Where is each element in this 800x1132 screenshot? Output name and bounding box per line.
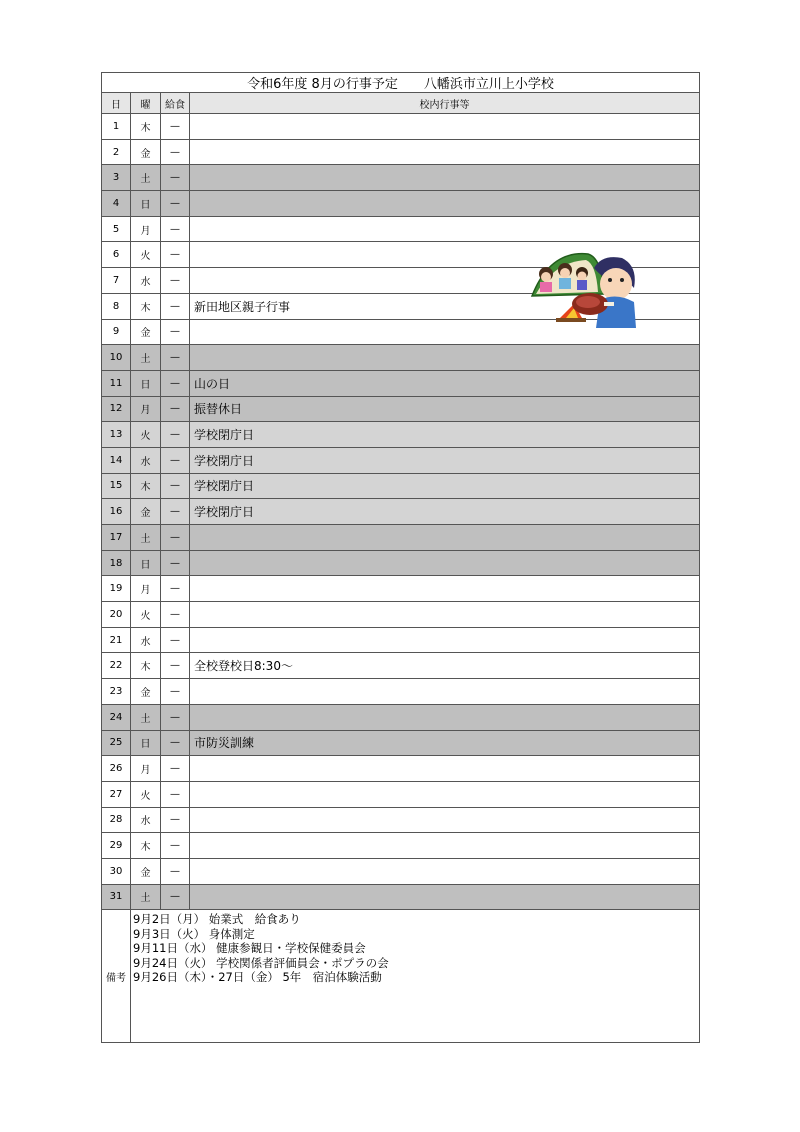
day-cell: 18 — [102, 550, 131, 576]
schedule-row — [102, 345, 700, 371]
weekday-cell: 日 — [131, 730, 161, 756]
weekday-cell: 月 — [131, 216, 161, 242]
lunch-cell: — — [161, 422, 190, 448]
day-cell: 31 — [102, 884, 131, 910]
lunch-cell: — — [161, 781, 190, 807]
lunch-cell: — — [161, 833, 190, 859]
notes-item: 9月11日（水） 健康参観日・学校保健委員会 — [133, 941, 366, 956]
header-events: 校内行事等 — [190, 93, 700, 114]
day-cell: 14 — [102, 447, 131, 473]
day-cell: 7 — [102, 268, 131, 294]
lunch-cell: — — [161, 319, 190, 345]
weekday-cell: 日 — [131, 191, 161, 217]
lunch-cell: — — [161, 242, 190, 268]
notes-content — [131, 910, 700, 1043]
event-cell — [190, 602, 700, 628]
schedule-row — [102, 525, 700, 551]
event-cell: 新田地区親子行事 — [190, 293, 700, 319]
day-cell: 11 — [102, 370, 131, 396]
day-cell: 19 — [102, 576, 131, 602]
weekday-cell: 金 — [131, 499, 161, 525]
schedule-row — [102, 165, 700, 191]
notes-item: 9月2日（月） 始業式 給食あり — [133, 912, 301, 927]
notes-item: 9月24日（火） 学校関係者評価員会・ポプラの会 — [133, 955, 389, 970]
schedule-row — [102, 756, 700, 782]
schedule-row — [102, 216, 700, 242]
event-cell — [190, 139, 700, 165]
day-cell: 28 — [102, 807, 131, 833]
lunch-cell: — — [161, 653, 190, 679]
weekday-cell: 土 — [131, 165, 161, 191]
day-cell: 20 — [102, 602, 131, 628]
schedule-row — [102, 550, 700, 576]
weekday-cell: 火 — [131, 602, 161, 628]
weekday-cell: 月 — [131, 396, 161, 422]
schedule-row — [102, 447, 700, 473]
day-cell: 23 — [102, 679, 131, 705]
lunch-cell: — — [161, 396, 190, 422]
camp-bbq-illustration-icon — [530, 248, 640, 330]
day-cell: 15 — [102, 473, 131, 499]
day-cell: 13 — [102, 422, 131, 448]
lunch-cell: — — [161, 884, 190, 910]
weekday-cell: 木 — [131, 653, 161, 679]
lunch-cell: — — [161, 679, 190, 705]
lunch-cell: — — [161, 858, 190, 884]
schedule-row — [102, 576, 700, 602]
day-cell: 3 — [102, 165, 131, 191]
event-cell — [190, 858, 700, 884]
lunch-cell: — — [161, 447, 190, 473]
weekday-cell: 土 — [131, 525, 161, 551]
day-cell: 5 — [102, 216, 131, 242]
day-cell: 8 — [102, 293, 131, 319]
schedule-row — [102, 473, 700, 499]
event-cell — [190, 345, 700, 371]
weekday-cell: 火 — [131, 781, 161, 807]
lunch-cell: — — [161, 627, 190, 653]
schedule-row — [102, 370, 700, 396]
lunch-cell: — — [161, 550, 190, 576]
event-cell — [190, 704, 700, 730]
lunch-cell: — — [161, 602, 190, 628]
day-cell: 25 — [102, 730, 131, 756]
header-day: 日 — [102, 93, 131, 114]
schedule-row — [102, 679, 700, 705]
day-cell: 17 — [102, 525, 131, 551]
day-cell: 22 — [102, 653, 131, 679]
event-cell — [190, 833, 700, 859]
event-cell — [190, 191, 700, 217]
day-cell: 26 — [102, 756, 131, 782]
schedule-row — [102, 396, 700, 422]
schedule-row — [102, 730, 700, 756]
schedule-row — [102, 858, 700, 884]
schedule-row — [102, 653, 700, 679]
lunch-cell: — — [161, 345, 190, 371]
weekday-cell: 土 — [131, 704, 161, 730]
schedule-row — [102, 191, 700, 217]
weekday-cell: 水 — [131, 807, 161, 833]
day-cell: 30 — [102, 858, 131, 884]
event-cell — [190, 679, 700, 705]
schedule-row — [102, 627, 700, 653]
event-cell: 振替休日 — [190, 396, 700, 422]
day-cell: 24 — [102, 704, 131, 730]
schedule-row — [102, 499, 700, 525]
lunch-cell: — — [161, 293, 190, 319]
event-cell — [190, 576, 700, 602]
day-cell: 2 — [102, 139, 131, 165]
weekday-cell: 金 — [131, 858, 161, 884]
notes-item: 9月3日（火） 身体測定 — [133, 926, 255, 941]
lunch-cell: — — [161, 370, 190, 396]
event-cell: 学校閉庁日 — [190, 499, 700, 525]
schedule-row — [102, 114, 700, 140]
weekday-cell: 木 — [131, 114, 161, 140]
schedule-row — [102, 884, 700, 910]
schedule-table — [101, 72, 700, 1043]
weekday-cell: 水 — [131, 627, 161, 653]
weekday-cell: 月 — [131, 756, 161, 782]
event-cell — [190, 781, 700, 807]
lunch-cell: — — [161, 216, 190, 242]
title-row — [102, 73, 700, 93]
weekday-cell: 日 — [131, 370, 161, 396]
weekday-cell: 水 — [131, 268, 161, 294]
lunch-cell: — — [161, 268, 190, 294]
event-cell: 学校閉庁日 — [190, 473, 700, 499]
event-cell: 全校登校日8:30～ — [190, 653, 700, 679]
lunch-cell: — — [161, 756, 190, 782]
event-cell — [190, 165, 700, 191]
event-cell — [190, 550, 700, 576]
schedule-row — [102, 602, 700, 628]
notes-row — [102, 910, 700, 1043]
lunch-cell: — — [161, 730, 190, 756]
event-cell — [190, 627, 700, 653]
event-cell — [190, 756, 700, 782]
event-cell: 学校閉庁日 — [190, 447, 700, 473]
weekday-cell: 木 — [131, 833, 161, 859]
weekday-cell: 水 — [131, 447, 161, 473]
schedule-row — [102, 807, 700, 833]
weekday-cell: 金 — [131, 319, 161, 345]
header-weekday: 曜 — [131, 93, 161, 114]
notes-item: 9月26日（木）・27日（金） 5年 宿泊体験活動 — [133, 970, 382, 985]
lunch-cell: — — [161, 139, 190, 165]
event-cell — [190, 216, 700, 242]
weekday-cell: 土 — [131, 884, 161, 910]
weekday-cell: 木 — [131, 473, 161, 499]
day-cell: 27 — [102, 781, 131, 807]
event-cell — [190, 114, 700, 140]
lunch-cell: — — [161, 473, 190, 499]
notes-list — [131, 910, 699, 985]
weekday-cell: 木 — [131, 293, 161, 319]
day-cell: 1 — [102, 114, 131, 140]
weekday-cell: 金 — [131, 679, 161, 705]
lunch-cell: — — [161, 525, 190, 551]
event-cell — [190, 525, 700, 551]
day-cell: 12 — [102, 396, 131, 422]
event-cell: 市防災訓練 — [190, 730, 700, 756]
schedule-row — [102, 139, 700, 165]
weekday-cell: 月 — [131, 576, 161, 602]
weekday-cell: 火 — [131, 242, 161, 268]
lunch-cell: — — [161, 165, 190, 191]
event-cell — [190, 884, 700, 910]
day-cell: 29 — [102, 833, 131, 859]
day-cell: 6 — [102, 242, 131, 268]
header-lunch: 給食 — [161, 93, 190, 114]
lunch-cell: — — [161, 499, 190, 525]
schedule-row — [102, 781, 700, 807]
weekday-cell: 土 — [131, 345, 161, 371]
header-row — [102, 93, 700, 114]
event-cell: 学校閉庁日 — [190, 422, 700, 448]
day-cell: 4 — [102, 191, 131, 217]
schedule-row — [102, 422, 700, 448]
notes-label: 備考 — [102, 910, 131, 1043]
day-cell: 9 — [102, 319, 131, 345]
weekday-cell: 日 — [131, 550, 161, 576]
day-cell: 21 — [102, 627, 131, 653]
lunch-cell: — — [161, 114, 190, 140]
lunch-cell: — — [161, 807, 190, 833]
event-cell: 山の日 — [190, 370, 700, 396]
weekday-cell: 金 — [131, 139, 161, 165]
day-cell: 10 — [102, 345, 131, 371]
schedule-body — [102, 73, 700, 1043]
lunch-cell: — — [161, 576, 190, 602]
page-title: 令和6年度 8月の行事予定 八幡浜市立川上小学校 — [102, 73, 700, 93]
lunch-cell: — — [161, 191, 190, 217]
event-cell — [190, 807, 700, 833]
weekday-cell: 火 — [131, 422, 161, 448]
lunch-cell: — — [161, 704, 190, 730]
schedule-row — [102, 833, 700, 859]
schedule-row — [102, 704, 700, 730]
day-cell: 16 — [102, 499, 131, 525]
